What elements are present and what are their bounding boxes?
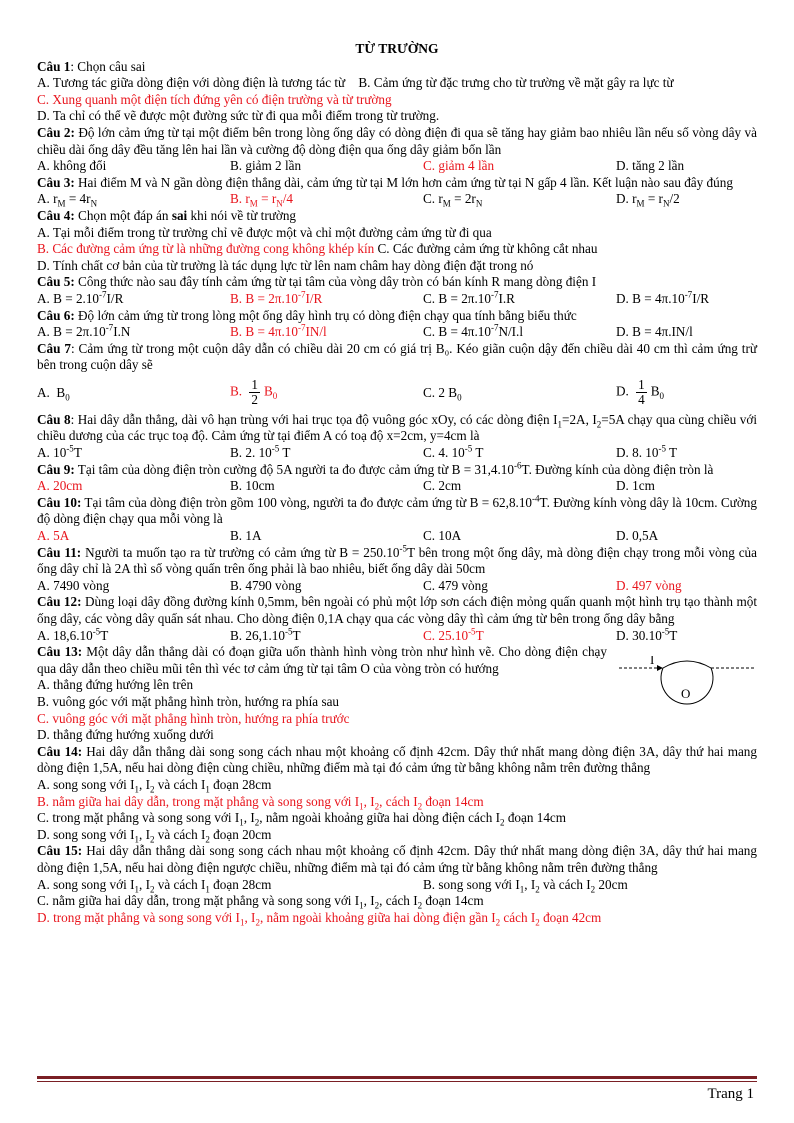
option-d: D. 8. $10^{-5}$ T (616, 443, 678, 461)
option-a: A. $B = 2\pi.10^{-7}I.N$ (37, 322, 131, 340)
option-a: A. 7490 vòng (37, 577, 110, 593)
question-7: Câu 7: Cảm ứng từ trong một cuộn dây dẫn có chiều dài 20 cm có giá trị B₀. Kéo giãn cuộn dậy đến chiều dài 40 cm thì cảm ứng trừ bên trong cuộn dây sẽ (37, 340, 757, 373)
option-d: D. Ta chỉ có thể vẽ được một đường sức từ đi qua mỗi điểm trong từ trường. (37, 108, 440, 124)
question-label: Câu 15: (37, 843, 83, 859)
option-c: C. 479 vòng (423, 577, 488, 593)
option-a: A. song song với $I_1$, $I_2$ và cách $I_1$ đoạn 28cm (37, 776, 272, 795)
option-a-answer: A. 20cm (37, 478, 83, 494)
option-b-answer: B. $B = 2\pi.10^{-7}I/R$ (230, 289, 323, 306)
option-d: D. 1cm (616, 478, 655, 494)
option-a: A. Tại mỗi điểm trong từ trường chỉ vẽ được một và chỉ một đường cảm ứng từ đi qua (37, 224, 492, 240)
option-d: D. $B = 4\pi.10^{-7}I/R$ (616, 289, 710, 306)
q15-options-ab (37, 877, 757, 894)
q5-options (37, 291, 757, 308)
question-1: Câu 1: Chọn câu sai (37, 58, 146, 74)
question-label: Câu 5: (37, 274, 75, 290)
option-c-answer: C. Xung quanh một điện tích đứng yên có điện trường và từ trường (37, 91, 392, 107)
option-d: D. Tính chất cơ bản của từ trường là tác dụng lực từ lên nam châm hay dòng điện đặt trong nó (37, 257, 534, 273)
option-b: B. $26,1.10^{-5}T$ (230, 626, 301, 643)
option-b: B. 10cm (230, 478, 275, 494)
question-label: Câu 1 (37, 58, 71, 74)
question-14: Câu 14: Hai dây dẫn thẳng dài song song cách nhau một khoảng cố định 42cm. Dây thứ nhất mang dòng điện 3A, dây thứ hai mang dòng điện 1,5A, nếu hai dòng điện cùng chiều, những điểm mà tại đó cảm ứng từ bằng không nằm trên đường thẳng (37, 743, 757, 776)
question-2: Câu 2: Độ lớn cảm ứng từ tại một điểm bên trong lòng ống dây có dòng điện đi qua sẽ tăng hay giảm bao nhiêu lần nếu số vòng dây và chiều dài ống dây đều tăng lên hai lần và cường độ dòng điện qua ống dây giảm bốn lần (37, 124, 757, 157)
option-a: A. không đổi (37, 158, 107, 174)
option-d: D. song song với $I_1$, $I_2$ và cách $I_2$ đoạn 20cm (37, 826, 272, 845)
q9-options (37, 478, 757, 495)
q2-options (37, 158, 757, 175)
option-c: C. 4. $10^{-5}$ T (423, 443, 484, 461)
option-c: C. trong mặt phẳng và song song với $I_1$, $I_2$, nằm ngoài khoảng giữa hai dòng điện cách $I_2$ đoạn 14cm (37, 810, 567, 828)
option-d: D. B = 4π.IN/l (616, 324, 693, 340)
option-d: D. $30.10^{-5}T$ (616, 626, 678, 643)
question-15: Câu 15: Hai dây dẫn thẳng dài song song cách nhau một khoảng cố định 42cm. Dây thứ nhất mang dòng điện 3A, dây thứ hai mang dòng điện 1,5A, nếu hai dòng điện ngược chiều, những điểm mà tại đó cảm ứng từ bằng không nằm trên đường thẳng (37, 843, 757, 875)
option-a: A. song song với $I_1$, $I_2$ và cách $I_1$ đoạn 28cm (37, 876, 272, 895)
question-4: Câu 4: Chọn một đáp án sai khi nói về từ trường (37, 207, 297, 223)
option-b: B. 1A (230, 528, 262, 544)
option-d-answer: D. 497 vòng (616, 577, 682, 593)
option-d: D. $r_M = r_N/2$ (616, 191, 680, 209)
option-a: A. $r_M = 4r_N$ (37, 191, 98, 209)
q10-options (37, 528, 757, 545)
q3-options (37, 191, 757, 208)
wire-loop-top (663, 661, 711, 668)
question-label: Câu 7 (37, 340, 71, 356)
option-c: C. nằm giữa hai dây dẫn, trong mặt phẳng và song song với $I_1$, $I_2$, cách $I_2$ đoạn 14cm (37, 893, 484, 911)
question-9: Câu 9: Tại tâm của dòng điện tròn cường độ 5A người ta đo được cảm ứng từ $B = 31,4.10^{-6}T$. Đường kính của dòng điện tròn là (37, 460, 714, 477)
wire-loop-diagram (617, 656, 757, 716)
question-label: Câu 11: (37, 544, 82, 560)
option-a: A. $B = 2.10^{-7}I/R$ (37, 289, 124, 306)
question-13: Câu 13: Một dây dẫn thẳng dài có đoạn giữa uốn thành hình vòng tròn như hình vẽ. Cho dòng điện chạy qua dây dẫn theo chiều mũi tên thì véc tơ cảm ứng từ tại tâm O của vòng tròn có hướng (37, 644, 607, 676)
question-6: Câu 6: Độ lớn cảm ứng từ trong lòng một ống dây hình trụ có dòng điện chạy qua tính bằng biểu thức (37, 307, 577, 323)
option-d-answer: D. trong mặt phẳng và song song với $I_1$, $I_2$, nằm ngoài khoảng giữa hai dòng điện gần $I_2$ cách $I_2$ đoạn 42cm (37, 909, 602, 928)
option-a: A. $B_0$ (37, 384, 70, 403)
footer-rule-thin (37, 1081, 757, 1082)
q12-options (37, 628, 757, 645)
question-label: Câu 3: (37, 174, 75, 190)
document-page (37, 41, 757, 926)
question-11: Câu 11: Người ta muốn tạo ra từ trường có cảm ứng từ $B = 250.10^{-5}T$ bên trong một ống dây, mà dòng điện chạy trong mỗi vòng của ống dây chỉ là 2A thì số vòng quấn trên ống phải là bao nhiêu, biết ống dây dài 50cm (37, 543, 757, 577)
question-label: Câu 4: (37, 207, 75, 223)
option-c: C. 10A (423, 528, 462, 544)
question-label: Câu 2: (37, 124, 75, 140)
footer-rule (37, 1076, 757, 1079)
option-a: A. thẳng đứng hướng lên trên (37, 677, 194, 693)
option-c: C. Các đường cảm ứng từ không cắt nhau (374, 241, 598, 257)
page-number: Trang 1 (707, 1086, 754, 1102)
option-a-answer: A. 5A (37, 528, 70, 544)
question-13-block (37, 644, 757, 744)
option-c: C. 2cm (423, 478, 462, 494)
option-b-answer: B. $\frac{1}{2}$ $B_0$ (230, 377, 278, 408)
q6-options (37, 324, 757, 341)
option-d: D. thẳng đứng hướng xuống dưới (37, 727, 214, 743)
q8-options (37, 445, 757, 462)
question-10: Câu 10: Tại tâm của dòng điện tròn gồm 100 vòng, người ta đo được cảm ứng từ $B = 62,8.10^{-4}T$. Đường kính vòng dây là 10cm. Cường độ dòng điện chạy qua mỗi vòng là (37, 493, 757, 527)
option-b-answer: B. $r_M = r_N/4$ (230, 191, 293, 209)
option-b: B. song song với $I_1$, $I_2$ và cách $I_2$ 20cm (423, 876, 628, 895)
current-label: I (650, 656, 655, 668)
question-3: Câu 3: Hai điểm M và N gần dòng điện thẳng dài, cảm ứng từ tại M lớn hơn cảm ứng từ tại N gấp 4 lần. Kết luận nào sau đây đúng (37, 174, 733, 190)
option-c: C. $B = 4\pi.10^{-7}N/I.l$ (423, 322, 523, 340)
option-c: C. $r_M = 2r_N$ (423, 191, 483, 209)
option-d: D. $\frac{1}{4}$ $B_0$ (616, 377, 665, 408)
option-a: A. $18,6.10^{-5}T$ (37, 626, 109, 643)
page-title: TỪ TRƯỜNG (355, 41, 439, 56)
q11-options (37, 578, 757, 595)
option-c-answer: C. vuông góc với mặt phẳng hình tròn, hướng ra phía trước (37, 710, 350, 726)
q4-options-bc (37, 241, 757, 258)
question-label: Câu 12: (37, 594, 82, 610)
option-a: A. Tương tác giữa dòng điện với dòng điện là tương tác từ (37, 75, 346, 91)
q1-options-ab (37, 75, 757, 92)
option-d: D. 0,5A (616, 528, 659, 544)
option-c-answer: C. $25.10^{-5}T$ (423, 626, 484, 643)
option-c: C. 2 $B_0$ (423, 384, 462, 403)
question-5: Câu 5: Công thức nào sau đây tính cảm ứng từ tại tâm của vòng dây tròn có bán kính R mang dòng điện I (37, 274, 597, 290)
question-12: Câu 12: Dùng loại dây đồng đường kính 0,5mm, bên ngoài có phủ một lớp sơn cách điện mỏng quấn quanh một hình trụ tạo thành một ống dây, các vòng dây quấn sát nhau. Cho dòng điện 0,1A chạy qua các vòng dây thì cảm ứng từ bên trong ống dây bằng (37, 594, 757, 626)
question-label: Câu 9: (37, 461, 75, 477)
option-b: B. 2. $10^{-5}$ T (230, 443, 291, 461)
option-b-answer: B. $B = 4\pi.10^{-7}IN/l$ (230, 322, 327, 340)
question-8: Câu 8: Hai dây dẫn thẳng, dài vô hạn trùng với hai trục tọa độ vuông góc xOy, có các dòng điện $I_1=2A$, $I_2=5A$ chạy qua cùng chiều với chiều dương của các trục toạ độ. Cảm ứng từ tại điểm A có toạ độ x=2cm, y=4cm là (37, 411, 757, 444)
option-b: B. Cảm ứng từ đặc trưng cho từ trường về mặt gây ra lực từ (358, 75, 674, 91)
option-a: A. $10^{-5}T$ (37, 443, 82, 461)
question-label: Câu 14: (37, 743, 83, 759)
question-label: Câu 8 (37, 411, 71, 427)
option-d: D. tăng 2 lần (616, 158, 685, 174)
option-c: C. $B = 2\pi.10^{-7}I.R$ (423, 289, 515, 306)
question-label: Câu 13: (37, 644, 83, 660)
option-b-answer: B. Các đường cảm ứng từ là những đường cong không khép kín (37, 241, 375, 257)
question-label: Câu 10: (37, 494, 82, 510)
question-label: Câu 6: (37, 307, 75, 323)
center-label: O (681, 686, 691, 702)
option-b: B. giảm 2 lần (230, 158, 302, 174)
option-b: B. 4790 vòng (230, 577, 302, 593)
option-b-answer: B. nằm giữa hai dây dẫn, trong mặt phẳng và song song với $I_1$, $I_2$, cách $I_2$ đoạn 14cm (37, 793, 484, 812)
option-c-answer: C. giảm 4 lần (423, 158, 495, 174)
q7-options (37, 374, 757, 412)
option-b: B. vuông góc với mặt phẳng hình tròn, hướng ra phía sau (37, 693, 340, 709)
